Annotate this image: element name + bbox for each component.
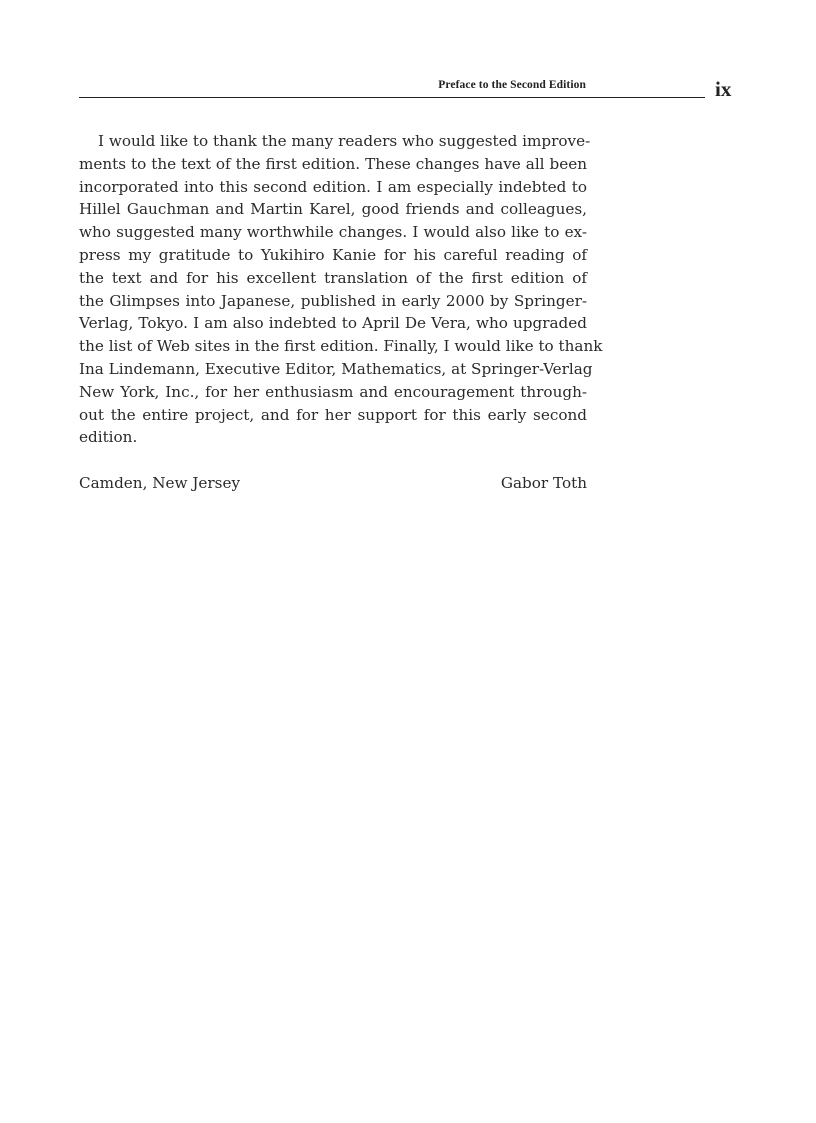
paragraph-line: ments to the text of the first edition. These changes have all been [79, 154, 587, 173]
paragraph-line: the text and for his excellent translation of the first edition of [79, 268, 587, 287]
page-number: ix [715, 77, 732, 101]
paragraph-line: New York, Inc., for her enthusiasm and encouragement through- [79, 382, 587, 401]
paragraph-line: Hillel Gauchman and Martin Karel, good friends and colleagues, [79, 200, 587, 219]
running-head-title: Preface to the Second Edition [438, 79, 586, 91]
paragraph-line: Ina Lindemann, Executive Editor, Mathematics, at Springer-Verlag [79, 359, 593, 378]
preface-paragraph [79, 130, 603, 449]
paragraph-line: press my gratitude to Yukihiro Kanie for his careful reading of [79, 245, 587, 264]
paragraph-line: I would like to thank the many readers who suggested improve- [98, 132, 591, 150]
paragraph-line: incorporated into this second edition. I am especially indebted to [79, 177, 587, 196]
signature-row [79, 472, 587, 494]
paragraph-line: out the entire project, and for her support for this early second [79, 405, 587, 424]
paragraph-line: Verlag, Tokyo. I am also indebted to April De Vera, who upgraded [79, 314, 587, 333]
paragraph-line: edition. [79, 428, 138, 447]
paragraph-line: the Glimpses into Japanese, published in early 2000 by Springer- [79, 291, 587, 310]
signature-place: Camden, New Jersey [79, 474, 241, 492]
paragraph-line: the list of Web sites in the first edition. Finally, I would like to thank [79, 337, 603, 356]
paragraph-line: who suggested many worthwhile changes. I would also like to ex- [79, 223, 587, 242]
signature-author: Gabor Toth [500, 474, 587, 492]
running-head [79, 78, 705, 98]
